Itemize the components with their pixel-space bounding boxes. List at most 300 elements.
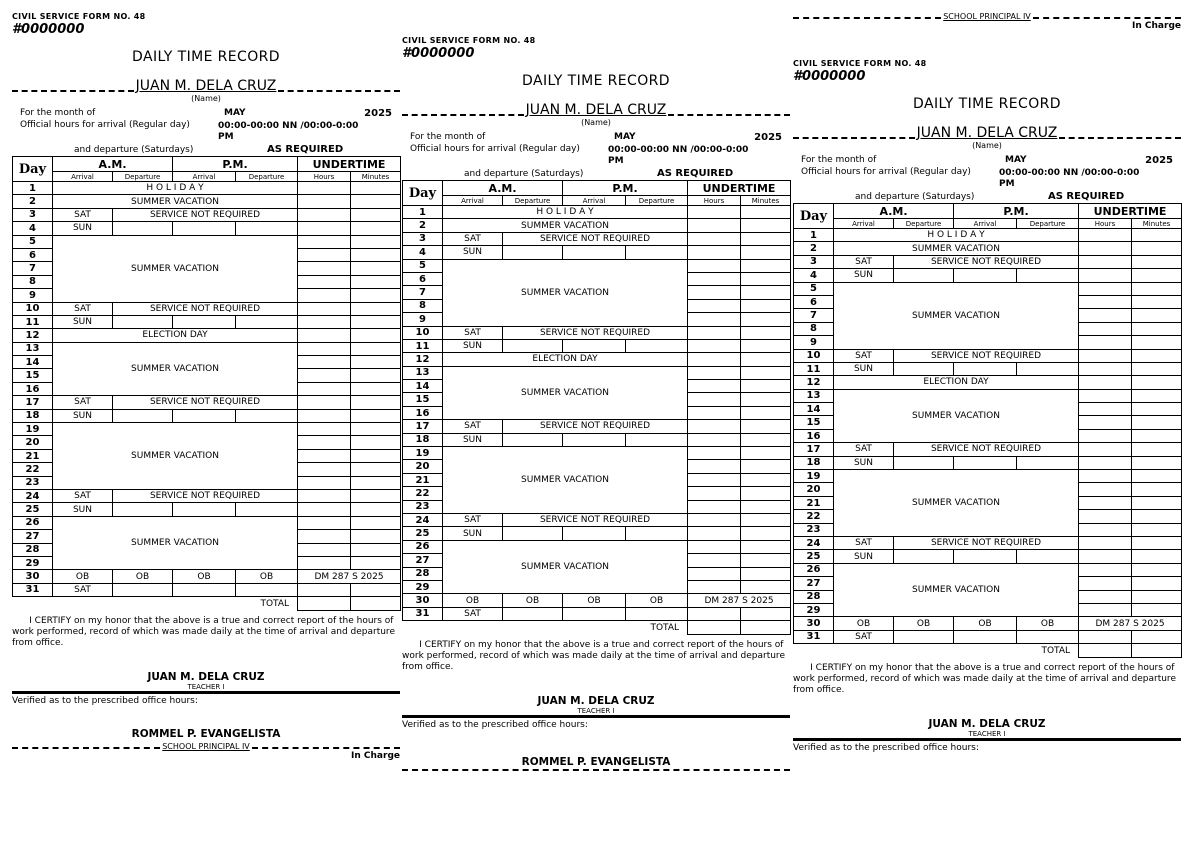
month-label: For the month of: [410, 132, 486, 142]
day-number: 21: [403, 473, 443, 486]
table-cell: [351, 583, 401, 596]
table-cell: [741, 313, 791, 326]
table-cell: [351, 530, 401, 543]
table-cell: [1132, 309, 1182, 322]
table-cell: [688, 433, 741, 446]
table-cell: [1132, 403, 1182, 416]
minutes-header: Minutes: [741, 196, 791, 206]
table-cell: [1079, 483, 1132, 496]
table-cell: [503, 433, 563, 446]
service-not-required-cell: SERVICE NOT REQUIRED: [503, 420, 688, 433]
dtr-form: [793, 59, 1181, 753]
employee-position: TEACHER I: [12, 683, 400, 694]
table-cell: [626, 607, 688, 620]
day-number: 1: [403, 206, 443, 219]
table-cell: [351, 208, 401, 221]
service-not-required-cell: SERVICE NOT REQUIRED: [503, 513, 688, 526]
name-label: (Name): [581, 118, 611, 127]
table-cell: [298, 315, 351, 328]
table-cell: [173, 503, 236, 516]
table-cell: [298, 329, 351, 342]
table-cell: [1132, 563, 1182, 576]
hours-label: Official hours for arrival (Regular day): [801, 167, 971, 177]
holiday-cell: H O L I D A Y: [443, 206, 688, 219]
table-cell: OB: [626, 594, 688, 607]
day-number: 16: [13, 382, 53, 395]
day-number: 14: [794, 403, 834, 416]
table-cell: [1132, 523, 1182, 536]
table-cell: [741, 433, 791, 446]
employee-name-line: [402, 101, 790, 118]
table-cell: [1132, 282, 1182, 295]
table-cell: [1132, 510, 1182, 523]
undertime-header: UNDERTIME: [298, 157, 401, 172]
table-cell: [563, 339, 626, 352]
period-info: [793, 155, 1181, 203]
table-cell: [351, 516, 401, 529]
table-cell: [1132, 470, 1182, 483]
table-cell: [1079, 403, 1132, 416]
total-label: TOTAL: [834, 644, 1079, 657]
table-cell: [741, 326, 791, 339]
table-cell: [1079, 630, 1132, 643]
service-not-required-cell: SERVICE NOT REQUIRED: [894, 536, 1079, 549]
table-cell: [351, 315, 401, 328]
day-number: 21: [794, 496, 834, 509]
table-cell: [351, 235, 401, 248]
form-number: CIVIL SERVICE FORM NO. 48: [793, 59, 927, 68]
table-cell: [688, 513, 741, 526]
table-cell: [1079, 443, 1132, 456]
certification-text: I CERTIFY on my honor that the above is a true and correct report of the hours of work performed, record of which was made daily at the time of arrival and departure from office.: [12, 615, 395, 648]
certification-text: I CERTIFY on my honor that the above is a true and correct report of the hours of work performed, record of which was made daily at the time of arrival and departure from office.: [793, 662, 1176, 695]
table-cell: SAT: [443, 232, 503, 245]
form-title: DAILY TIME RECORD: [913, 96, 1061, 112]
day-number: 3: [403, 232, 443, 245]
table-cell: [741, 393, 791, 406]
table-cell: [688, 219, 741, 232]
table-cell: [688, 567, 741, 580]
table-cell: [351, 382, 401, 395]
day-number: 2: [403, 219, 443, 232]
hours-value: 00:00-00:00 NN /00:00-0:00: [999, 168, 1140, 178]
period-info: [402, 132, 790, 180]
incharge-title-line: [12, 740, 400, 751]
verified-label: Verified as to the prescribed office hours:: [402, 719, 588, 730]
table-cell: [298, 369, 351, 382]
table-cell: OB: [53, 570, 113, 583]
table-cell: [741, 473, 791, 486]
table-cell: [1132, 443, 1182, 456]
table-cell: [351, 342, 401, 355]
table-cell: [403, 621, 443, 634]
day-number: 7: [13, 262, 53, 275]
day-number: 5: [13, 235, 53, 248]
table-cell: [741, 567, 791, 580]
table-cell: SUN: [443, 433, 503, 446]
table-cell: [298, 235, 351, 248]
table-cell: [563, 527, 626, 540]
table-cell: [298, 382, 351, 395]
table-cell: [1017, 362, 1079, 375]
table-cell: [794, 644, 834, 657]
table-cell: [236, 583, 298, 596]
day-number: 25: [794, 550, 834, 563]
table-cell: SAT: [443, 513, 503, 526]
table-cell: [1132, 322, 1182, 335]
serial-number: #0000000: [793, 69, 866, 84]
table-cell: [351, 476, 401, 489]
hours-value: 00:00-00:00 NN /00:00-0:00: [608, 145, 749, 155]
table-cell: SAT: [443, 607, 503, 620]
table-cell: [954, 269, 1017, 282]
day-number: 29: [13, 556, 53, 569]
table-cell: [351, 556, 401, 569]
table-cell: [741, 366, 791, 379]
employee-signature-name: JUAN M. DELA CRUZ: [928, 717, 1046, 730]
table-cell: [503, 246, 563, 259]
table-cell: [1079, 496, 1132, 509]
table-cell: [1079, 510, 1132, 523]
hours-label: Official hours for arrival (Regular day): [410, 144, 580, 154]
pm-departure-header: Departure: [1017, 219, 1079, 229]
am-header: A.M.: [53, 157, 173, 172]
dtr-form-middle: [402, 36, 790, 773]
verified-label: Verified as to the prescribed office hours:: [12, 695, 198, 706]
table-cell: [298, 248, 351, 261]
table-cell: [1079, 242, 1132, 255]
table-cell: SAT: [443, 420, 503, 433]
day-number: 8: [13, 275, 53, 288]
table-cell: [688, 540, 741, 553]
table-cell: OB: [1017, 617, 1079, 630]
am-header: A.M.: [443, 181, 563, 196]
table-cell: [688, 366, 741, 379]
table-cell: [351, 503, 401, 516]
table-cell: [113, 315, 173, 328]
certification-text: I CERTIFY on my honor that the above is a true and correct report of the hours of work performed, record of which was made daily at the time of arrival and departure from office.: [402, 639, 785, 672]
undertime-header: UNDERTIME: [1079, 204, 1182, 219]
table-cell: [894, 362, 954, 375]
day-number: 10: [403, 326, 443, 339]
day-number: 9: [794, 336, 834, 349]
table-cell: [741, 299, 791, 312]
service-not-required-cell: SERVICE NOT REQUIRED: [503, 326, 688, 339]
month-label: For the month of: [20, 108, 96, 118]
day-number: 30: [403, 594, 443, 607]
table-cell: [351, 222, 401, 235]
day-number: 19: [403, 447, 443, 460]
table-cell: SUN: [53, 409, 113, 422]
day-number: 23: [13, 476, 53, 489]
table-cell: OB: [503, 594, 563, 607]
day-number: 5: [403, 259, 443, 272]
table-cell: [741, 447, 791, 460]
day-number: 15: [794, 416, 834, 429]
table-cell: [503, 339, 563, 352]
day-number: 20: [403, 460, 443, 473]
summer-vacation-cell: SUMMER VACATION: [443, 259, 688, 326]
table-cell: [351, 356, 401, 369]
day-number: 29: [794, 603, 834, 616]
table-cell: [1132, 496, 1182, 509]
table-cell: [741, 272, 791, 285]
day-number: 6: [403, 272, 443, 285]
am-departure-header: Departure: [894, 219, 954, 229]
table-cell: [1132, 255, 1182, 268]
table-cell: [1079, 229, 1132, 242]
table-cell: [1132, 295, 1182, 308]
table-cell: SUN: [834, 456, 894, 469]
table-cell: [173, 409, 236, 422]
employee-position: TEACHER I: [402, 707, 790, 718]
day-number: 27: [403, 554, 443, 567]
table-cell: [688, 580, 741, 593]
table-cell: [1017, 550, 1079, 563]
table-cell: [1017, 456, 1079, 469]
table-cell: [298, 222, 351, 235]
time-record-table: [793, 203, 1182, 658]
day-number: 12: [794, 376, 834, 389]
table-cell: [1079, 255, 1132, 268]
day-number: 4: [794, 269, 834, 282]
am-departure-header: Departure: [113, 172, 173, 182]
table-cell: [1079, 322, 1132, 335]
table-cell: [741, 339, 791, 352]
table-cell: SUN: [443, 527, 503, 540]
day-number: 12: [13, 329, 53, 342]
saturday-value: AS REQUIRED: [267, 144, 344, 155]
election-day-cell: ELECTION DAY: [53, 329, 298, 342]
service-not-required-cell: SERVICE NOT REQUIRED: [113, 396, 298, 409]
day-number: 14: [13, 356, 53, 369]
table-cell: [1079, 282, 1132, 295]
table-cell: [741, 607, 791, 620]
day-number: 1: [13, 182, 53, 195]
service-not-required-cell: SERVICE NOT REQUIRED: [113, 208, 298, 221]
table-cell: [894, 550, 954, 563]
table-cell: [1132, 389, 1182, 402]
day-number: 25: [13, 503, 53, 516]
hours-value: 00:00-00:00 NN /00:00-0:00: [218, 121, 359, 131]
total-label: TOTAL: [443, 621, 688, 634]
table-cell: [741, 580, 791, 593]
day-number: 9: [403, 313, 443, 326]
name-label: (Name): [191, 94, 221, 103]
am-departure-header: Departure: [503, 196, 563, 206]
day-number: 27: [13, 530, 53, 543]
table-cell: [954, 456, 1017, 469]
table-cell: OB: [834, 617, 894, 630]
table-cell: [1079, 577, 1132, 590]
pm-header: P.M.: [563, 181, 688, 196]
day-number: 30: [794, 617, 834, 630]
pm-header: P.M.: [954, 204, 1079, 219]
day-number: 24: [13, 489, 53, 502]
table-cell: [298, 503, 351, 516]
table-cell: [688, 621, 741, 634]
summer-vacation-cell: SUMMER VACATION: [834, 242, 1079, 255]
dtr-form: [12, 12, 400, 761]
table-cell: [236, 315, 298, 328]
table-cell: [351, 275, 401, 288]
day-number: 11: [403, 339, 443, 352]
day-number: 20: [13, 436, 53, 449]
table-cell: [688, 487, 741, 500]
table-cell: [236, 503, 298, 516]
table-cell: [688, 313, 741, 326]
day-number: 13: [794, 389, 834, 402]
year-value: 2025: [1145, 155, 1173, 166]
table-cell: [113, 583, 173, 596]
table-cell: [688, 473, 741, 486]
table-cell: [1079, 644, 1132, 657]
hours-header: Hours: [298, 172, 351, 182]
table-cell: [688, 259, 741, 272]
table-cell: [1132, 429, 1182, 442]
saturday-label: and departure (Saturdays): [855, 192, 975, 202]
table-cell: [1079, 429, 1132, 442]
table-cell: [113, 503, 173, 516]
day-number: 7: [794, 309, 834, 322]
table-cell: OB: [894, 617, 954, 630]
table-cell: [563, 607, 626, 620]
table-cell: [626, 527, 688, 540]
table-cell: [741, 246, 791, 259]
table-cell: [1079, 523, 1132, 536]
day-header: Day: [794, 204, 834, 229]
table-cell: [626, 246, 688, 259]
table-cell: [688, 339, 741, 352]
day-number: 18: [794, 456, 834, 469]
table-cell: [688, 607, 741, 620]
table-cell: [298, 342, 351, 355]
day-number: 28: [403, 567, 443, 580]
time-record-table: [12, 156, 401, 611]
table-cell: [626, 339, 688, 352]
table-cell: [1079, 536, 1132, 549]
table-cell: [1132, 483, 1182, 496]
day-number: 6: [794, 295, 834, 308]
day-number: 6: [13, 248, 53, 261]
table-cell: [688, 527, 741, 540]
day-number: 12: [403, 353, 443, 366]
hours-pm: PM: [218, 132, 234, 142]
summer-vacation-cell: SUMMER VACATION: [53, 195, 298, 208]
table-cell: SAT: [53, 489, 113, 502]
summer-vacation-cell: SUMMER VACATION: [53, 235, 298, 302]
verified-label: Verified as to the prescribed office hours:: [793, 742, 979, 753]
table-cell: [298, 543, 351, 556]
table-cell: [298, 182, 351, 195]
day-number: 18: [403, 433, 443, 446]
table-cell: SAT: [53, 302, 113, 315]
table-cell: [741, 621, 791, 634]
summer-vacation-cell: SUMMER VACATION: [443, 540, 688, 594]
pm-header: P.M.: [173, 157, 298, 172]
table-cell: [298, 530, 351, 543]
service-not-required-cell: SERVICE NOT REQUIRED: [894, 255, 1079, 268]
table-cell: [688, 232, 741, 245]
serial-number: #0000000: [12, 22, 85, 37]
time-record-table: [402, 180, 791, 635]
table-cell: [741, 420, 791, 433]
memo-reference-cell: DM 287 S 2025: [688, 594, 791, 607]
day-number: 10: [13, 302, 53, 315]
table-cell: [236, 222, 298, 235]
day-number: 31: [13, 583, 53, 596]
table-cell: [688, 299, 741, 312]
employee-signature-name: JUAN M. DELA CRUZ: [147, 670, 265, 683]
table-cell: [688, 272, 741, 285]
dtr-form-right: [793, 59, 1181, 753]
pm-departure-header: Departure: [236, 172, 298, 182]
table-cell: [298, 302, 351, 315]
table-cell: [298, 289, 351, 302]
table-cell: [351, 262, 401, 275]
service-not-required-cell: SERVICE NOT REQUIRED: [113, 489, 298, 502]
table-cell: [741, 500, 791, 513]
day-number: 27: [794, 577, 834, 590]
day-number: 31: [403, 607, 443, 620]
day-number: 17: [794, 443, 834, 456]
table-cell: [741, 406, 791, 419]
table-cell: [1079, 456, 1132, 469]
day-number: 31: [794, 630, 834, 643]
table-cell: SAT: [53, 396, 113, 409]
table-cell: SUN: [443, 246, 503, 259]
table-cell: [688, 206, 741, 219]
table-cell: [1132, 269, 1182, 282]
table-cell: SAT: [834, 349, 894, 362]
memo-reference-cell: DM 287 S 2025: [1079, 617, 1182, 630]
hours-header: Hours: [1079, 219, 1132, 229]
undertime-header: UNDERTIME: [688, 181, 791, 196]
summer-vacation-cell: SUMMER VACATION: [834, 282, 1079, 349]
table-cell: [351, 543, 401, 556]
year-value: 2025: [364, 108, 392, 119]
table-cell: [1017, 630, 1079, 643]
table-cell: [298, 275, 351, 288]
table-cell: [688, 380, 741, 393]
day-number: 24: [403, 513, 443, 526]
table-cell: [1132, 644, 1182, 657]
table-cell: [626, 433, 688, 446]
table-cell: SUN: [53, 222, 113, 235]
table-cell: [351, 195, 401, 208]
table-cell: [688, 286, 741, 299]
day-number: 26: [13, 516, 53, 529]
table-cell: [563, 433, 626, 446]
total-label: TOTAL: [53, 597, 298, 610]
table-cell: [1079, 269, 1132, 282]
service-not-required-cell: SERVICE NOT REQUIRED: [503, 232, 688, 245]
table-cell: [351, 182, 401, 195]
employee-name: JUAN M. DELA CRUZ: [135, 78, 277, 94]
table-cell: [741, 206, 791, 219]
table-cell: [1132, 349, 1182, 362]
table-cell: [741, 380, 791, 393]
month-value: MAY: [224, 108, 246, 118]
table-cell: [894, 456, 954, 469]
table-cell: [1132, 242, 1182, 255]
summer-vacation-cell: SUMMER VACATION: [53, 342, 298, 396]
saturday-label: and departure (Saturdays): [464, 169, 584, 179]
table-cell: [741, 232, 791, 245]
table-cell: [351, 369, 401, 382]
day-number: 4: [13, 222, 53, 235]
day-number: 13: [403, 366, 443, 379]
